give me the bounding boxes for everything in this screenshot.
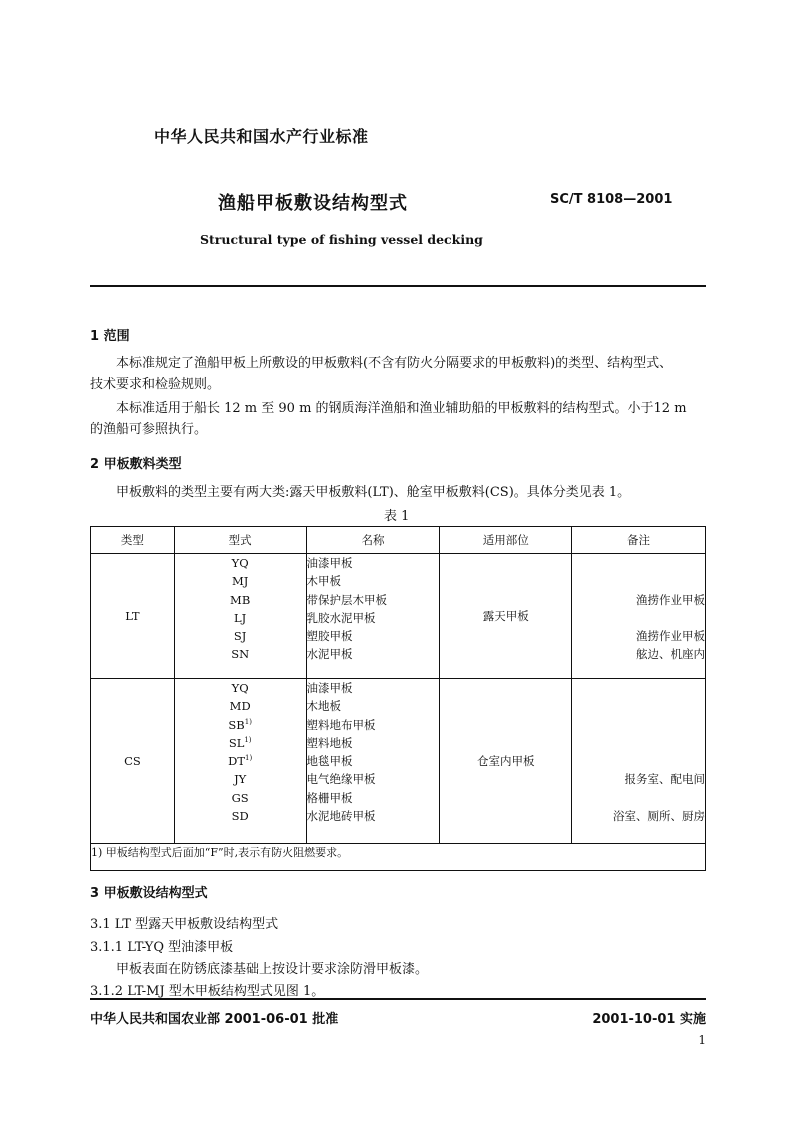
section-3-heading: 3 甲板敷设结构型式 [90, 886, 208, 901]
name-cell: 油漆甲板 [306, 681, 353, 695]
section-3-1-1-heading: 3.1.1 LT-YQ 型油漆甲板 [90, 940, 234, 955]
remark-cell [572, 697, 705, 715]
code-cell: SB$^{1)}$ [228, 717, 252, 732]
name-cell: 格栅甲板 [306, 790, 353, 805]
standard-code: SC/T 8108—2001 [550, 192, 673, 207]
remark-cell: 渔捞作业甲板 [636, 592, 705, 607]
group-lt-remarks [572, 554, 706, 679]
remark-cell: 渔捞作业甲板 [636, 629, 705, 644]
page-number: 1 [698, 1033, 706, 1047]
org-title: 中华人民共和国水产行业标准 [154, 127, 369, 146]
group-cs-remarks [572, 679, 706, 844]
table-header-row [91, 527, 706, 554]
code-cell: MD [229, 699, 251, 714]
header-type: 类型 [91, 527, 175, 554]
section-3-1-1-text: 甲板表面在防锈底漆基础上按设计要求涂防滑甲板漆。 [116, 962, 429, 977]
code-cell: JY [234, 772, 247, 787]
code-cell: SL$^{1)}$ [228, 735, 252, 750]
remark-cell: 舷边、机座内 [636, 647, 705, 662]
section-3-1-2-heading: 3.1.2 LT-MJ 型木甲板结构型式见图 1。 [90, 984, 325, 999]
remark-cell [572, 734, 705, 752]
name-cell: 电气绝缘甲板 [306, 772, 376, 787]
remark-cell [572, 752, 705, 770]
remark-cell [572, 789, 705, 807]
name-cell: 水泥甲板 [306, 647, 353, 662]
table-caption: 表 1 [384, 509, 410, 524]
footer-divider [90, 998, 706, 1000]
approval-line: 中华人民共和国农业部 2001-06-01 批准 [90, 1012, 339, 1027]
name-cell: 塑胶甲板 [306, 629, 353, 644]
group-location-cs: 仓室内甲板 [476, 754, 535, 768]
section-1-p1-line1: 本标准规定了渔船甲板上所敷设的甲板敷料(不含有防火分隔要求的甲板敷料)的类型、结构型式、 [116, 356, 673, 371]
name-cell: 油漆甲板 [306, 556, 353, 570]
remark-cell [572, 554, 705, 572]
name-cell: 木甲板 [306, 574, 342, 589]
code-cell: SN [231, 647, 250, 662]
section-1-heading: 1 范围 [90, 329, 130, 344]
name-cell: 地毯甲板 [306, 754, 353, 769]
code-cell: YQ [231, 556, 249, 570]
header-location: 适用部位 [440, 527, 572, 554]
implementation-line: 2001-10-01 实施 [592, 1012, 706, 1027]
name-cell: 水泥地砖甲板 [306, 809, 376, 824]
section-1-p1-line2: 技术要求和检验规则。 [90, 377, 221, 392]
section-3-1-heading: 3.1 LT 型露天甲板敷设结构型式 [90, 917, 279, 932]
english-title: Structural type of fishing vessel decking [200, 232, 483, 247]
doc-title: 渔船甲板敷设结构型式 [218, 193, 408, 214]
section-2-paragraph: 甲板敷料的类型主要有两大类:露天甲板敷料(LT)、舱室甲板敷料(CS)。具体分类见表 1。 [116, 485, 631, 500]
section-1-paragraph-2 [90, 398, 706, 440]
remark-cell [572, 572, 705, 590]
name-cell: 木地板 [306, 699, 342, 714]
remark-cell: 浴室、厕所、厨房 [613, 809, 705, 824]
group-cs-codes [174, 679, 306, 844]
name-cell: 塑料地布甲板 [306, 717, 376, 732]
header-divider [90, 285, 706, 287]
group-type-cs: CS [124, 754, 141, 768]
table-group-cs [91, 679, 706, 844]
table-footnote: 1) 甲板结构型式后面加“F”时,表示有防火阻燃要求。 [91, 844, 706, 871]
remark-cell: 报务室、配电间 [624, 772, 705, 787]
code-cell: LJ [234, 610, 247, 625]
section-1-p2-line1: 本标准适用于船长 12 m 至 90 m 的钢质海洋渔船和渔业辅助船的甲板敷料的结构型式。小于12 m [116, 401, 687, 416]
code-cell: SJ [233, 629, 247, 644]
group-type-lt: LT [125, 609, 140, 623]
code-cell: DT$^{1)}$ [228, 754, 253, 769]
table-group-lt [91, 554, 706, 679]
remark-cell [572, 679, 705, 697]
group-lt-codes [174, 554, 306, 679]
group-location-lt: 露天甲板 [482, 609, 529, 623]
code-cell: MJ [231, 574, 249, 589]
code-cell: GS [231, 790, 249, 805]
deck-covering-table [90, 526, 706, 871]
name-cell: 乳胶水泥甲板 [306, 610, 376, 625]
header-remark: 备注 [572, 527, 706, 554]
section-1-p2-line2: 的渔船可参照执行。 [90, 422, 208, 437]
code-cell: YQ [231, 681, 249, 695]
code-cell: MB [230, 592, 251, 607]
section-1-paragraph-1 [90, 353, 706, 395]
code-cell: SD [231, 809, 249, 824]
name-cell: 带保护层木甲板 [306, 592, 388, 607]
header-code: 型式 [174, 527, 306, 554]
group-lt-names [306, 554, 440, 679]
remark-cell [572, 609, 705, 627]
table-footnote-row [91, 844, 706, 871]
group-cs-names [306, 679, 440, 844]
header-name: 名称 [306, 527, 440, 554]
name-cell: 塑料地板 [306, 735, 353, 750]
section-2-heading: 2 甲板敷料类型 [90, 457, 182, 472]
remark-cell [572, 716, 705, 734]
